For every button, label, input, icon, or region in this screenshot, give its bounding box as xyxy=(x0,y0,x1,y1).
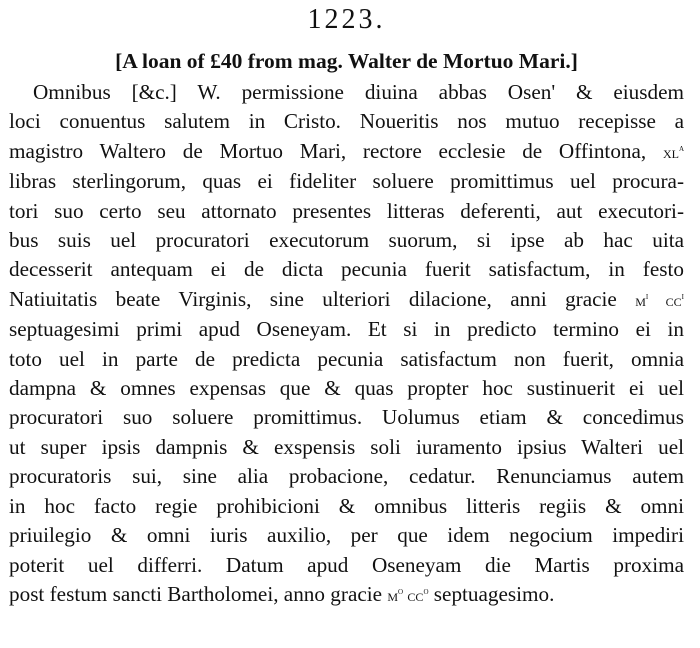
text-line: post festum sancti Bartholomei, anno gracie $m^o$ $cc^o$ septuagesimo. xyxy=(9,581,555,606)
loan-amount-numeral: $xl^a$ xyxy=(662,142,684,162)
charter-heading: [A loan of £40 from mag. Walter de Mortuo Mari.] xyxy=(115,49,578,73)
text-line: tori suo certo seu attornato presentes litteras deferenti, aut executori- xyxy=(9,198,684,223)
charter-text xyxy=(9,78,684,610)
text-line: septuagesimi primi apud Oseneyam. Et si in predicto termino ei in xyxy=(9,317,684,342)
text-line: dampna & omnes expensas que & quas propter hoc sustinuerit ei uel xyxy=(9,376,684,401)
text-line: ut super ipsis dampnis & exspensis soli iuramento ipsius Walteri uel xyxy=(9,434,684,459)
date-numeral: $m^o$ $cc^o$ xyxy=(387,585,429,605)
charter-number: 1223. xyxy=(307,4,386,35)
text-line: bus suis uel procuratori executorum suorum, si ipse ab hac uita xyxy=(9,228,684,253)
text-line: libras sterlingorum, quas ei fideliter soluere promittimus uel procura- xyxy=(9,169,684,194)
text-line: Omnibus [&c.] W. permissione diuina abbas Osen' & eiusdem xyxy=(33,80,684,104)
text-line: magistro Waltero de Mortuo Mari, rectore ecclesie de Offintona, $xl^a$ xyxy=(9,138,684,163)
text-line: decesserit antequam ei de dicta pecunia fuerit satisfactum, in festo xyxy=(9,257,684,282)
text-line: procuratori suo soluere promittimus. Uolumus etiam & concedimus xyxy=(9,405,684,430)
year-numeral: $m^i$ $cc^i$ xyxy=(635,290,684,310)
text-line: in hoc facto regie prohibicioni & omnibus litteris regiis & omni xyxy=(9,493,684,518)
text-line: loci conuentus salutem in Cristo. Noueritis nos mutuo recepisse a xyxy=(9,109,684,134)
text-line: poterit uel differri. Datum apud Oseneyam die Martis proxima xyxy=(9,552,684,577)
text-line: toto uel in parte de predicta pecunia satisfactum non fuerit, omnia xyxy=(9,346,684,371)
text-line: priuilegio & omni iuris auxilio, per que idem negocium impediri xyxy=(9,523,684,548)
text-line: Natiuitatis beate Virginis, sine ulteriori dilacione, anni gracie $m^i$ $cc^i$ xyxy=(9,286,684,311)
text-line: procuratoris sui, sine alia probacione, cedatur. Renunciamus autem xyxy=(9,464,684,489)
